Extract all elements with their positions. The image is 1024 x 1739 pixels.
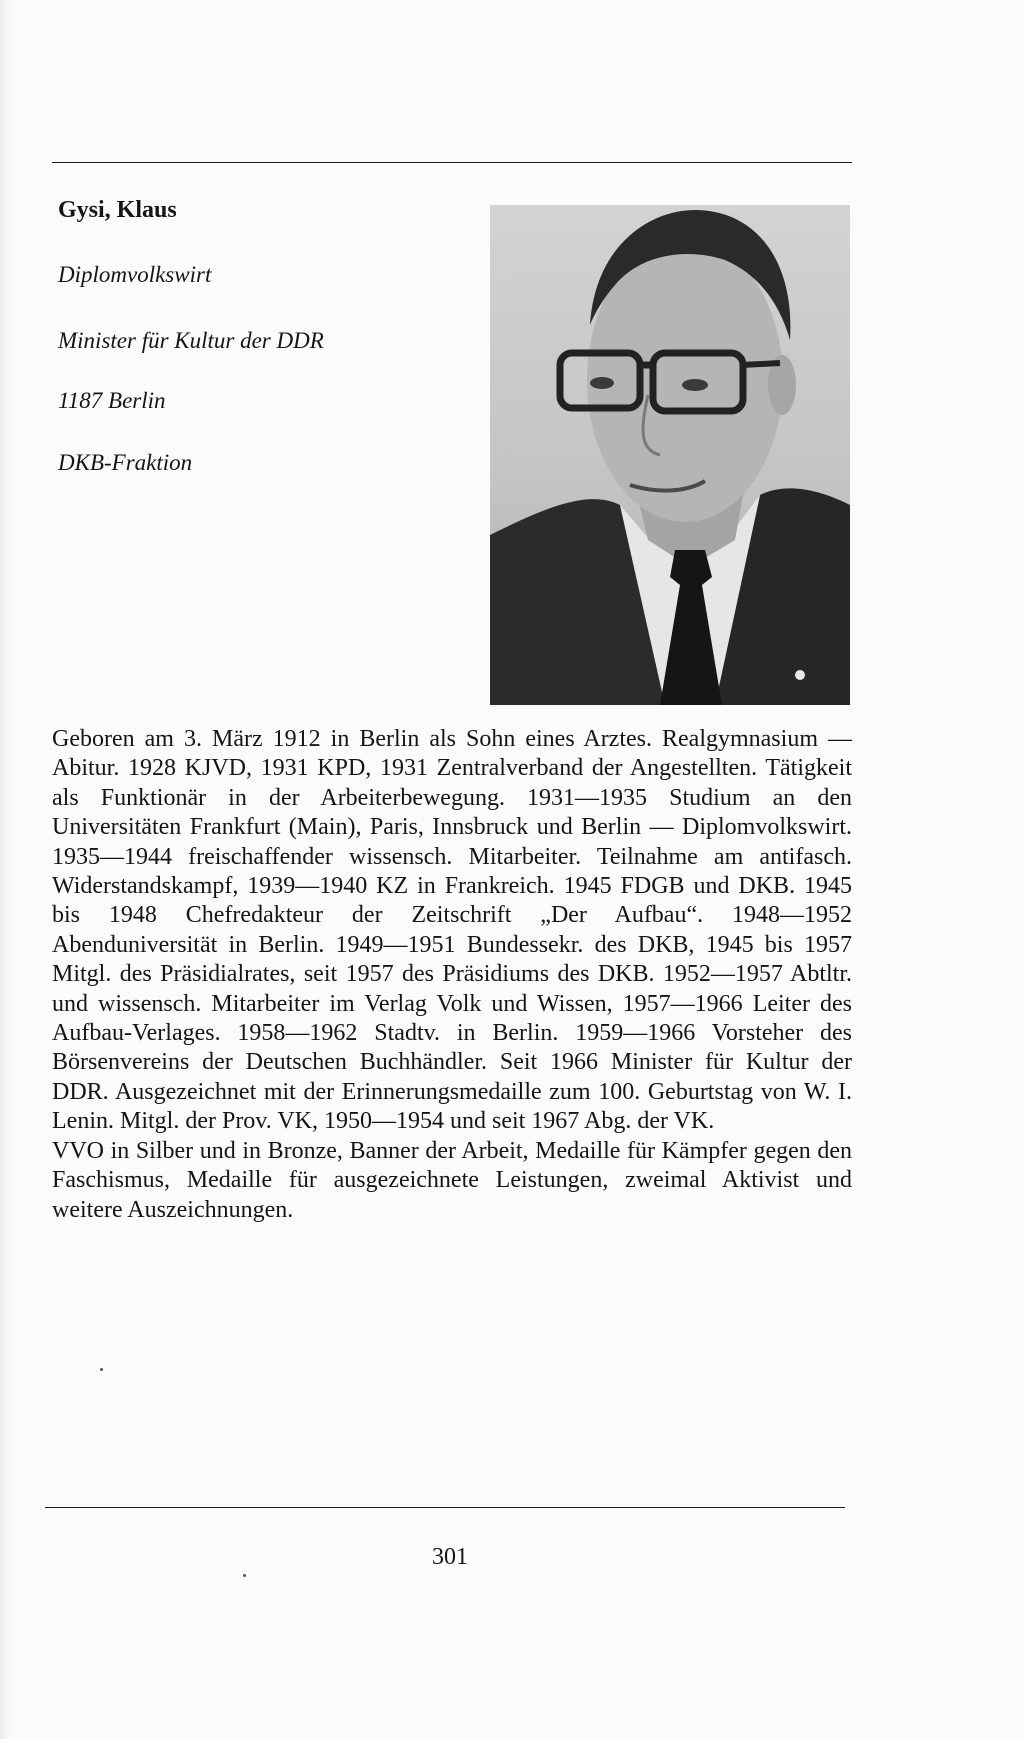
portrait-photo	[490, 205, 850, 705]
biography-paragraph: Geboren am 3. März 1912 in Berlin als Sohn eines Arztes. Realgymnasium — Abitur. 1928 KJVD, 1931 KPD, 1931 Zentralverband der Angestellten. Tätigkeit als Funktionär in der Arbeiterbewegung. 1931—1935 Studium an den Universitäten Frankfurt (Main), Paris, Innsbruck und Berlin — Diplomvolkswirt. 1935—1944 freischaffender wissensch. Mitarbeiter. Teilnahme am antifasch. Widerstandskampf, 1939—1940 KZ in Frankreich. 1945 FDGB und DKB. 1945 bis 1948 Chefredakteur der Zeitschrift „Der Aufbau“. 1948—1952 Abenduniversität in Berlin. 1949—1951 Bundessekr. des DKB, 1945 bis 1957 Mitgl. des Präsidialrates, seit 1957 des Präsidiums des DKB. 1952—1957 Abtltr. und wissensch. Mitarbeiter im Verlag Volk und Wissen, 1957—1966 Leiter des Aufbau-Verlages. 1958—1962 Stadtv. in Berlin. 1959—1966 Vorsteher des Börsenvereins der Deutschen Buchhändler. Seit 1966 Minister für Kultur der DDR. Ausgezeichnet mit der Erinnerungsmedaille zum 100. Geburtstag von W. I. Lenin. Mitgl. der Prov. VK, 1950—1954 und seit 1967 Abg. der VK.	[52, 726, 852, 1135]
biography-paragraph: VVO in Silber und in Bronze, Banner der Arbeit, Medaille für Kämpfer gegen den Faschismus, Medaille für ausgezeichnete Leistungen, zweimal Aktivist und weitere Auszeichnungen.	[52, 1137, 852, 1223]
print-speck	[243, 1574, 246, 1577]
entry-faction: DKB-Fraktion	[58, 450, 193, 475]
bottom-rule	[45, 1507, 845, 1508]
entry-occupation: Diplomvolkswirt	[58, 262, 212, 287]
entry-name: Gysi, Klaus	[58, 197, 177, 223]
top-rule	[52, 162, 852, 163]
entry-office: Minister für Kultur der DDR	[58, 328, 324, 353]
page-edge-shadow	[0, 0, 12, 1739]
page-number: 301	[432, 1544, 468, 1570]
entry-city: 1187 Berlin	[58, 388, 166, 413]
print-speck	[100, 1368, 103, 1371]
biography-text	[52, 725, 852, 1225]
